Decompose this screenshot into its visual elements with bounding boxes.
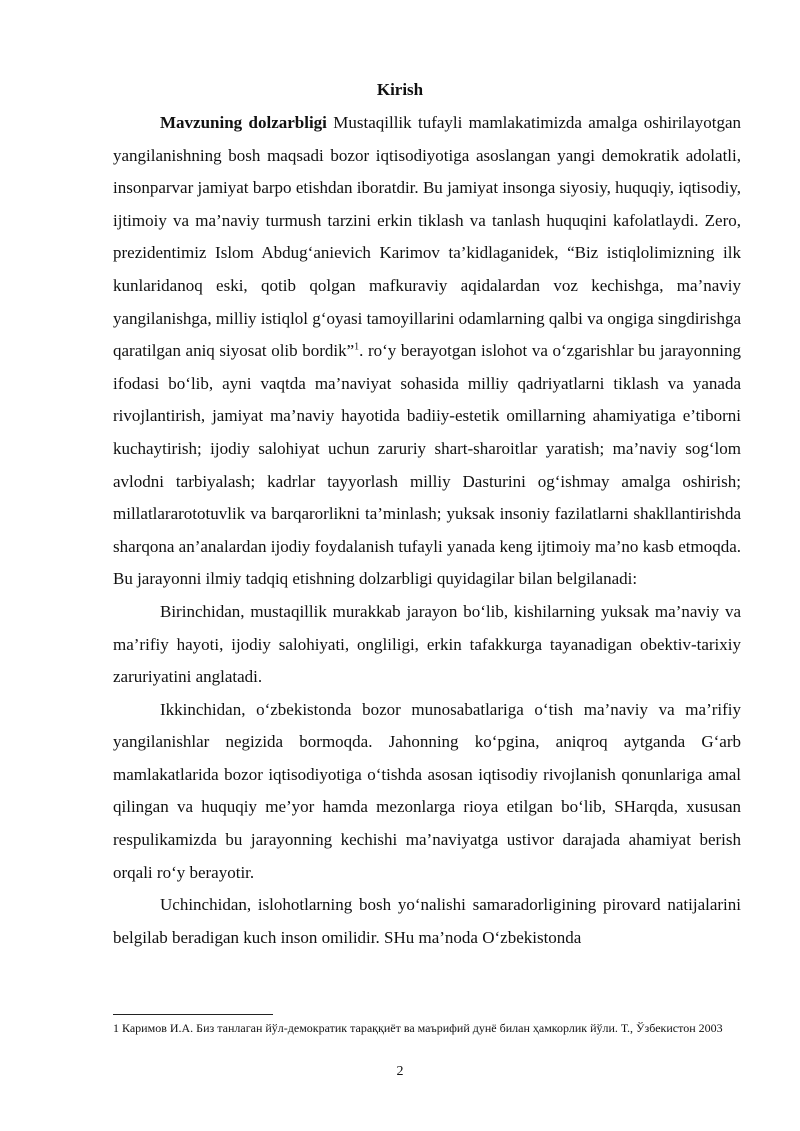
footnote-reference[interactable]: 1 [354, 341, 360, 353]
paragraph-text-continued: . ro‘y berayotgan islohot va o‘zgarishlar bu jarayonning ifodasi bo‘lib, ayni vaqtda ma’naviyat sohasida milliy qadriyatlarni tiklash va yanada rivojlantirish, jamiyat ma’naviy hayotida badiiy-estetik omillarning ahamiyatiga e’tiborni kuchaytirish; ijodiy salohiyat uchun zaruriy shart-sharoitlar yaratish; ma’naviy sog‘lom avlodni tarbiyalash; kadrlar tayyorlash milliy Dasturini og‘ishmay amalga oshirish; millatlararototuvlik va barqarorlikni ta’minlash; yuksak insoniy fazilatlarni shakllantirishda sharqona an’analardan ijodiy foydalanish tufayli yanada keng ijtimoiy ma’no kasb etmoqda. Bu jarayonni ilmiy tadqiq etishning dolzarbligi quyidagilar bilan belgilanadi: [113, 341, 741, 589]
footnote: 1 Каримов И.А. Биз танлаган йўл-демократик тараққиёт ва маърифий дунё билан ҳамкорлик йўли. Т., Ўзбекистон 2003 [113, 1021, 723, 1035]
paragraph-second: Ikkinchidan, o‘zbekistonda bozor munosabatlariga o‘tish ma’naviy va ma’rifiy yangilanishlar negizida bormoqda. Jahonning ko‘pgina, aniqroq aytganda G‘arb mamlakatlarida bozor iqtisodiyotiga o‘tishda asosan iqtisodiy rivojlanish qonunlariga amal qilingan va huquqiy me’yor hamda mezonlarga rioya etilgan bo‘lib, SHarqda, xususan respulikamizda bu jarayonning kechishi ma’naviyatga ustivor darajada ahamiyat berish orqali ro‘y berayotir. [113, 699, 741, 882]
section-title: Kirish [376, 80, 424, 99]
footnote-divider [113, 1014, 273, 1015]
paragraph-relevance [113, 107, 741, 596]
page-number: 2 [396, 1064, 404, 1079]
body-text [113, 107, 741, 954]
paragraph-text: Mustaqillik tufayli mamlakatimizda amalga oshirilayotgan yangilanishning bosh maqsadi bozor iqtisodiyotiga asoslangan yangi demokratik adolatli, insonparvar jamiyat barpo etishdan iboratdir. Bu jamiyat insonga siyosiy, huquqiy, iqtisodiy, ijtimoiy va ma’naviy turmush tarzini erkin tiklash va tanlash huquqini kafolatlaydi. Zero, prezidentimiz Islom Abdug‘anievich Karimov ta’kidlaganidek, “Biz istiqlolimizning ilk kunlaridanoq eski, qotib qolgan mafkuraviy aqidalardan voz kechishga, ma’naviy yangilanishga, milliy istiqlol g‘oyasi tamoyillarini odamlarning qalbi va ongiga singdirishga qaratilgan aniq siyosat olib bordik” [113, 113, 741, 361]
paragraph-third: Uchinchidan, islohotlarning bosh yo‘nalishi samaradorligining pirovard natijalarini belgilab beradigan kuch inson omilidir. SHu ma’noda O‘zbekistonda [113, 895, 741, 947]
paragraph-first: Birinchidan, mustaqillik murakkab jarayon bo‘lib, kishilarning yuksak ma’naviy va ma’rifiy hayoti, ijodiy salohiyati, ongliligi, erkin tafakkurga tayanadigan obektiv-tarixiy zaruriyatini anglatadi. [113, 601, 741, 687]
paragraph-lead: Mavzuning dolzarbligi [160, 113, 327, 132]
